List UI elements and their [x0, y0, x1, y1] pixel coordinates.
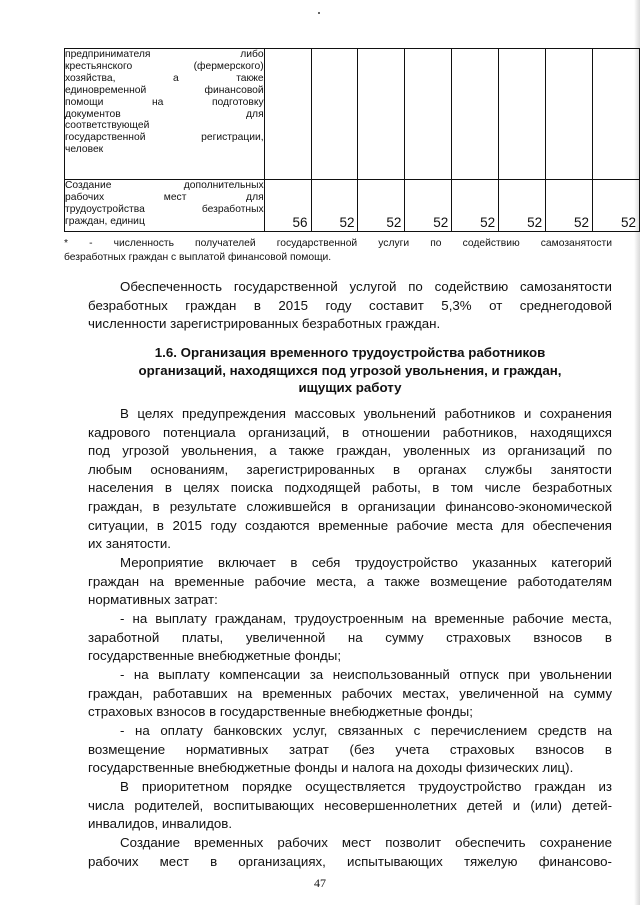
text-line: кадрового потенциала организаций, в отношении работников, находящихся: [88, 424, 612, 440]
text-line: граждан на временные рабочие места, а также возмещение работодателям: [88, 573, 612, 589]
text-line: - на выплату гражданам, трудоустроенным на временные рабочие места,: [120, 611, 612, 626]
table-cell-value: 56: [264, 180, 311, 232]
text-line: ситуации, в 2015 году создаются временные рабочие места для обеспечения: [88, 517, 612, 533]
table-cell-value: 52: [593, 180, 640, 232]
cell-line: государственной регистрации,: [65, 132, 264, 144]
text-line: возмещение нормативных затрат (без учета страховых взносов в: [88, 741, 612, 757]
table-cell-value: 52: [405, 180, 452, 232]
cell-line: единовременной финансовой: [65, 84, 264, 96]
text-line: граждан, работавших на временных рабочих местах, увеличенной на сумму: [88, 685, 612, 701]
cell-line: хозяйства, а также: [65, 72, 264, 84]
cell-line: крестьянского (фермерского): [65, 60, 264, 72]
text-line: заработной платы, увеличенной на сумму страховых взносов в: [88, 629, 612, 645]
cell-line: соответствующей: [65, 120, 150, 132]
cell-line: трудоустройства безработных: [65, 203, 264, 215]
text-line: Обеспеченность государственной услугой по содействию самозанятости: [120, 279, 612, 294]
paragraph-coverage: [88, 278, 612, 334]
row-description: [65, 49, 265, 180]
cell-line: предпринимателя либо: [65, 49, 264, 60]
text-line: населения в целях поиска подходящей работы, в том числе безработных: [88, 480, 612, 496]
footnote-line: * - численность получателей государственной услуги по содействию самозанятости: [64, 238, 612, 249]
table-cell: [546, 49, 593, 180]
cell-line: документов для: [65, 108, 264, 120]
table-cell: [452, 49, 499, 180]
text-line: государственные внебюджетные фонды;: [88, 648, 342, 664]
table-row: [65, 180, 640, 232]
cell-line: Создание дополнительных: [65, 180, 264, 191]
table-cell: [499, 49, 546, 180]
paragraph-creation: [88, 834, 612, 871]
bullet-wages: [88, 610, 612, 666]
text-line: В целях предупреждения массовых увольнений работников и сохранения: [120, 406, 612, 421]
cell-line: граждан, единиц: [65, 215, 145, 227]
table-cell: [264, 49, 311, 180]
section-heading: [88, 344, 612, 397]
bullet-bank: [88, 722, 612, 778]
text-line: граждан, в результате сложившейся в организации финансово-экономической: [88, 498, 612, 514]
heading-line: ищущих работу: [298, 380, 402, 395]
text-line: В приоритетном порядке осуществляется трудоустройство граждан из: [120, 779, 612, 794]
text-line: безработных граждан в 2015 году составит 5,3% от среднегодовой: [88, 297, 612, 313]
text-line: под угрозой увольнения, а также граждан, уволенных из организаций по: [88, 443, 612, 459]
table-cell-value: 52: [452, 180, 499, 232]
table-cell-value: 52: [499, 180, 546, 232]
paragraph-measure: [88, 554, 612, 610]
table-cell: [405, 49, 452, 180]
text-line: инвалидов, инвалидов.: [88, 816, 233, 832]
statistics-table: [64, 48, 640, 232]
text-line: численности зарегистрированных безработных граждан.: [88, 316, 441, 332]
table-cell: [311, 49, 358, 180]
text-line: рабочих мест в организациях, испытывающих тяжелую финансово-: [88, 853, 612, 869]
cell-line: помощи на подготовку: [65, 96, 264, 108]
text-line: - на выплату компенсации за неиспользованный отпуск при увольнении: [120, 667, 612, 682]
table-row: [65, 49, 640, 180]
cell-line: человек: [65, 144, 104, 156]
text-line: - на оплату банковских услуг, связанных с перечислением средств на: [120, 723, 612, 738]
table-cell-value: 52: [311, 180, 358, 232]
page-number: 47: [314, 876, 326, 890]
bullet-vacation: [88, 666, 612, 722]
footnote-line: безработных граждан с выплатой финансовой помощи.: [64, 252, 332, 263]
paragraph-priority: [88, 778, 612, 834]
cell-line: рабочих мест для: [65, 191, 264, 203]
scan-speck: [318, 12, 320, 14]
text-line: государственные внебюджетные фонды и налога на доходы физических лиц).: [88, 760, 574, 776]
heading-line: 1.6. Организация временного трудоустройства работников: [154, 345, 546, 360]
table-footnote: [64, 237, 612, 265]
text-line: числа родителей, воспитывающих несовершеннолетних детей и (или) детей-: [88, 797, 612, 813]
table-cell: [358, 49, 405, 180]
text-line: страховых взносов в государственные внебюджетные фонды;: [88, 704, 473, 720]
paragraph-goal: [88, 405, 612, 554]
text-line: Мероприятие включает в себя трудоустройство указанных категорий: [120, 555, 612, 570]
text-line: нормативных затрат:: [88, 592, 218, 608]
row-description: [65, 180, 265, 232]
table-cell-value: 52: [358, 180, 405, 232]
text-line: любым основаниям, зарегистрированных в органах службы занятости: [88, 461, 612, 477]
table-cell-value: 52: [546, 180, 593, 232]
text-line: их занятости.: [88, 536, 172, 552]
text-line: Создание временных рабочих мест позволит обеспечить сохранение: [120, 835, 612, 850]
table-cell: [593, 49, 640, 180]
heading-line: организаций, находящихся под угрозой увольнения, и граждан,: [138, 362, 562, 378]
